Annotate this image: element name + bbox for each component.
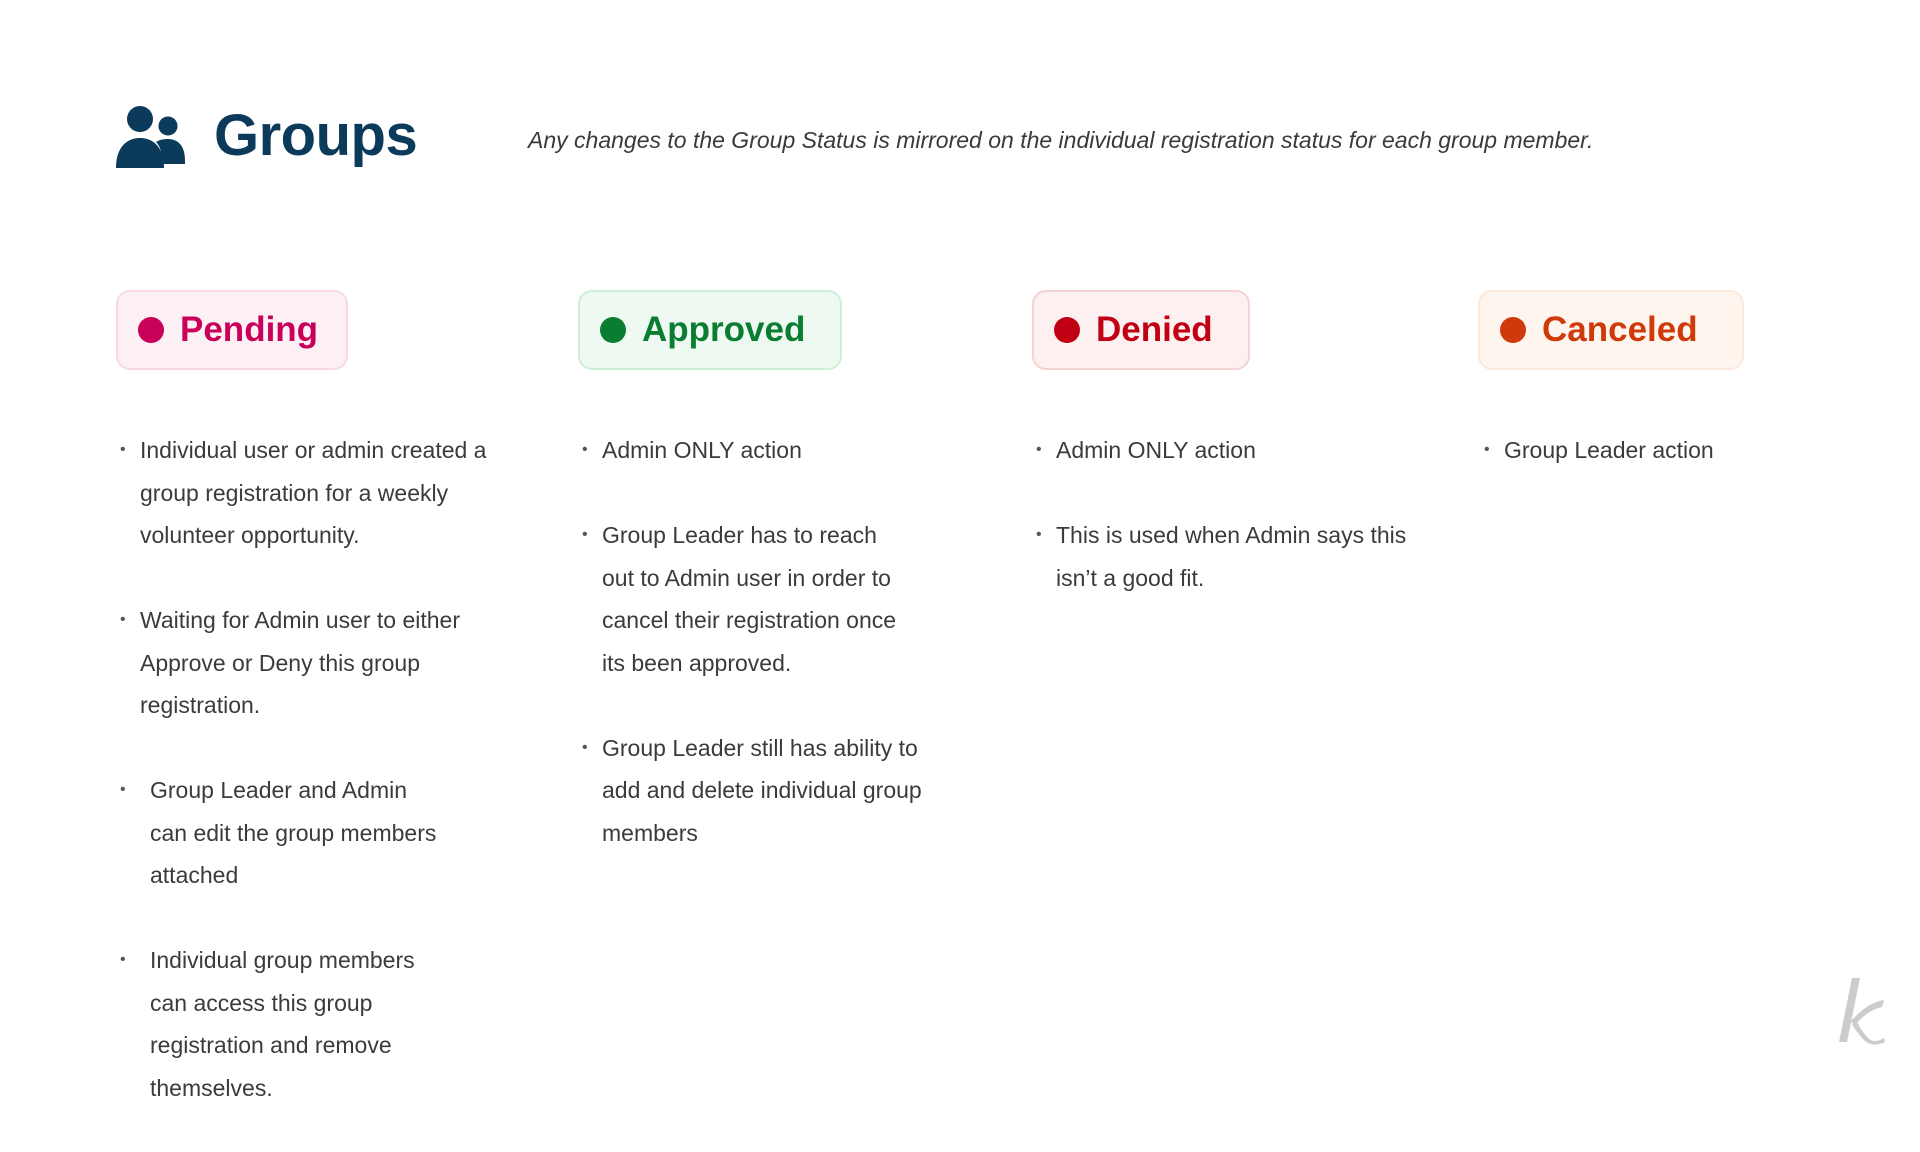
status-dot-icon bbox=[138, 317, 164, 343]
bullet-list bbox=[1484, 429, 1844, 472]
status-column-canceled bbox=[1484, 429, 1844, 514]
page-title: Groups bbox=[214, 103, 418, 168]
status-badge-denied bbox=[1032, 290, 1250, 370]
page-subtitle: Any changes to the Group Status is mirrored on the individual registration status for each group member. bbox=[528, 127, 1594, 153]
list-item: • Individual user or admin created a group registration for a weekly volunteer opportunity. bbox=[120, 429, 520, 557]
list-item: • Waiting for Admin user to either Approve or Deny this group registration. bbox=[120, 599, 520, 727]
list-item: • Group Leader still has ability to add and delete individual group members bbox=[582, 727, 932, 855]
k-logo-icon bbox=[1838, 976, 1888, 1044]
list-item: • Admin ONLY action bbox=[1036, 429, 1416, 472]
status-dot-icon bbox=[600, 317, 626, 343]
status-label: Approved bbox=[642, 310, 806, 349]
list-item: • Admin ONLY action bbox=[582, 429, 942, 472]
list-item: • Group Leader and Admin can edit the group members attached bbox=[120, 769, 450, 897]
list-item: • This is used when Admin says this isn’t a good fit. bbox=[1036, 514, 1416, 599]
status-badge-canceled bbox=[1478, 290, 1744, 370]
status-column-pending bbox=[120, 429, 520, 1152]
status-dot-icon bbox=[1054, 317, 1080, 343]
bullet-list bbox=[120, 429, 520, 1109]
bullet-list bbox=[1036, 429, 1416, 599]
status-label: Pending bbox=[180, 310, 319, 349]
status-badge-approved bbox=[578, 290, 842, 370]
bullet-list bbox=[582, 429, 942, 854]
status-label: Canceled bbox=[1542, 310, 1698, 349]
status-badge-pending bbox=[116, 290, 348, 370]
status-dot-icon bbox=[1500, 317, 1526, 343]
status-column-approved bbox=[582, 429, 942, 897]
list-item: • Individual group members can access this group registration and remove themselves. bbox=[120, 939, 450, 1109]
list-item: • Group Leader action bbox=[1484, 429, 1844, 472]
status-label: Denied bbox=[1096, 310, 1213, 349]
users-icon bbox=[114, 104, 186, 168]
status-column-denied bbox=[1036, 429, 1416, 642]
list-item: • Group Leader has to reach out to Admin user in order to cancel their registration once its been approved. bbox=[582, 514, 904, 684]
